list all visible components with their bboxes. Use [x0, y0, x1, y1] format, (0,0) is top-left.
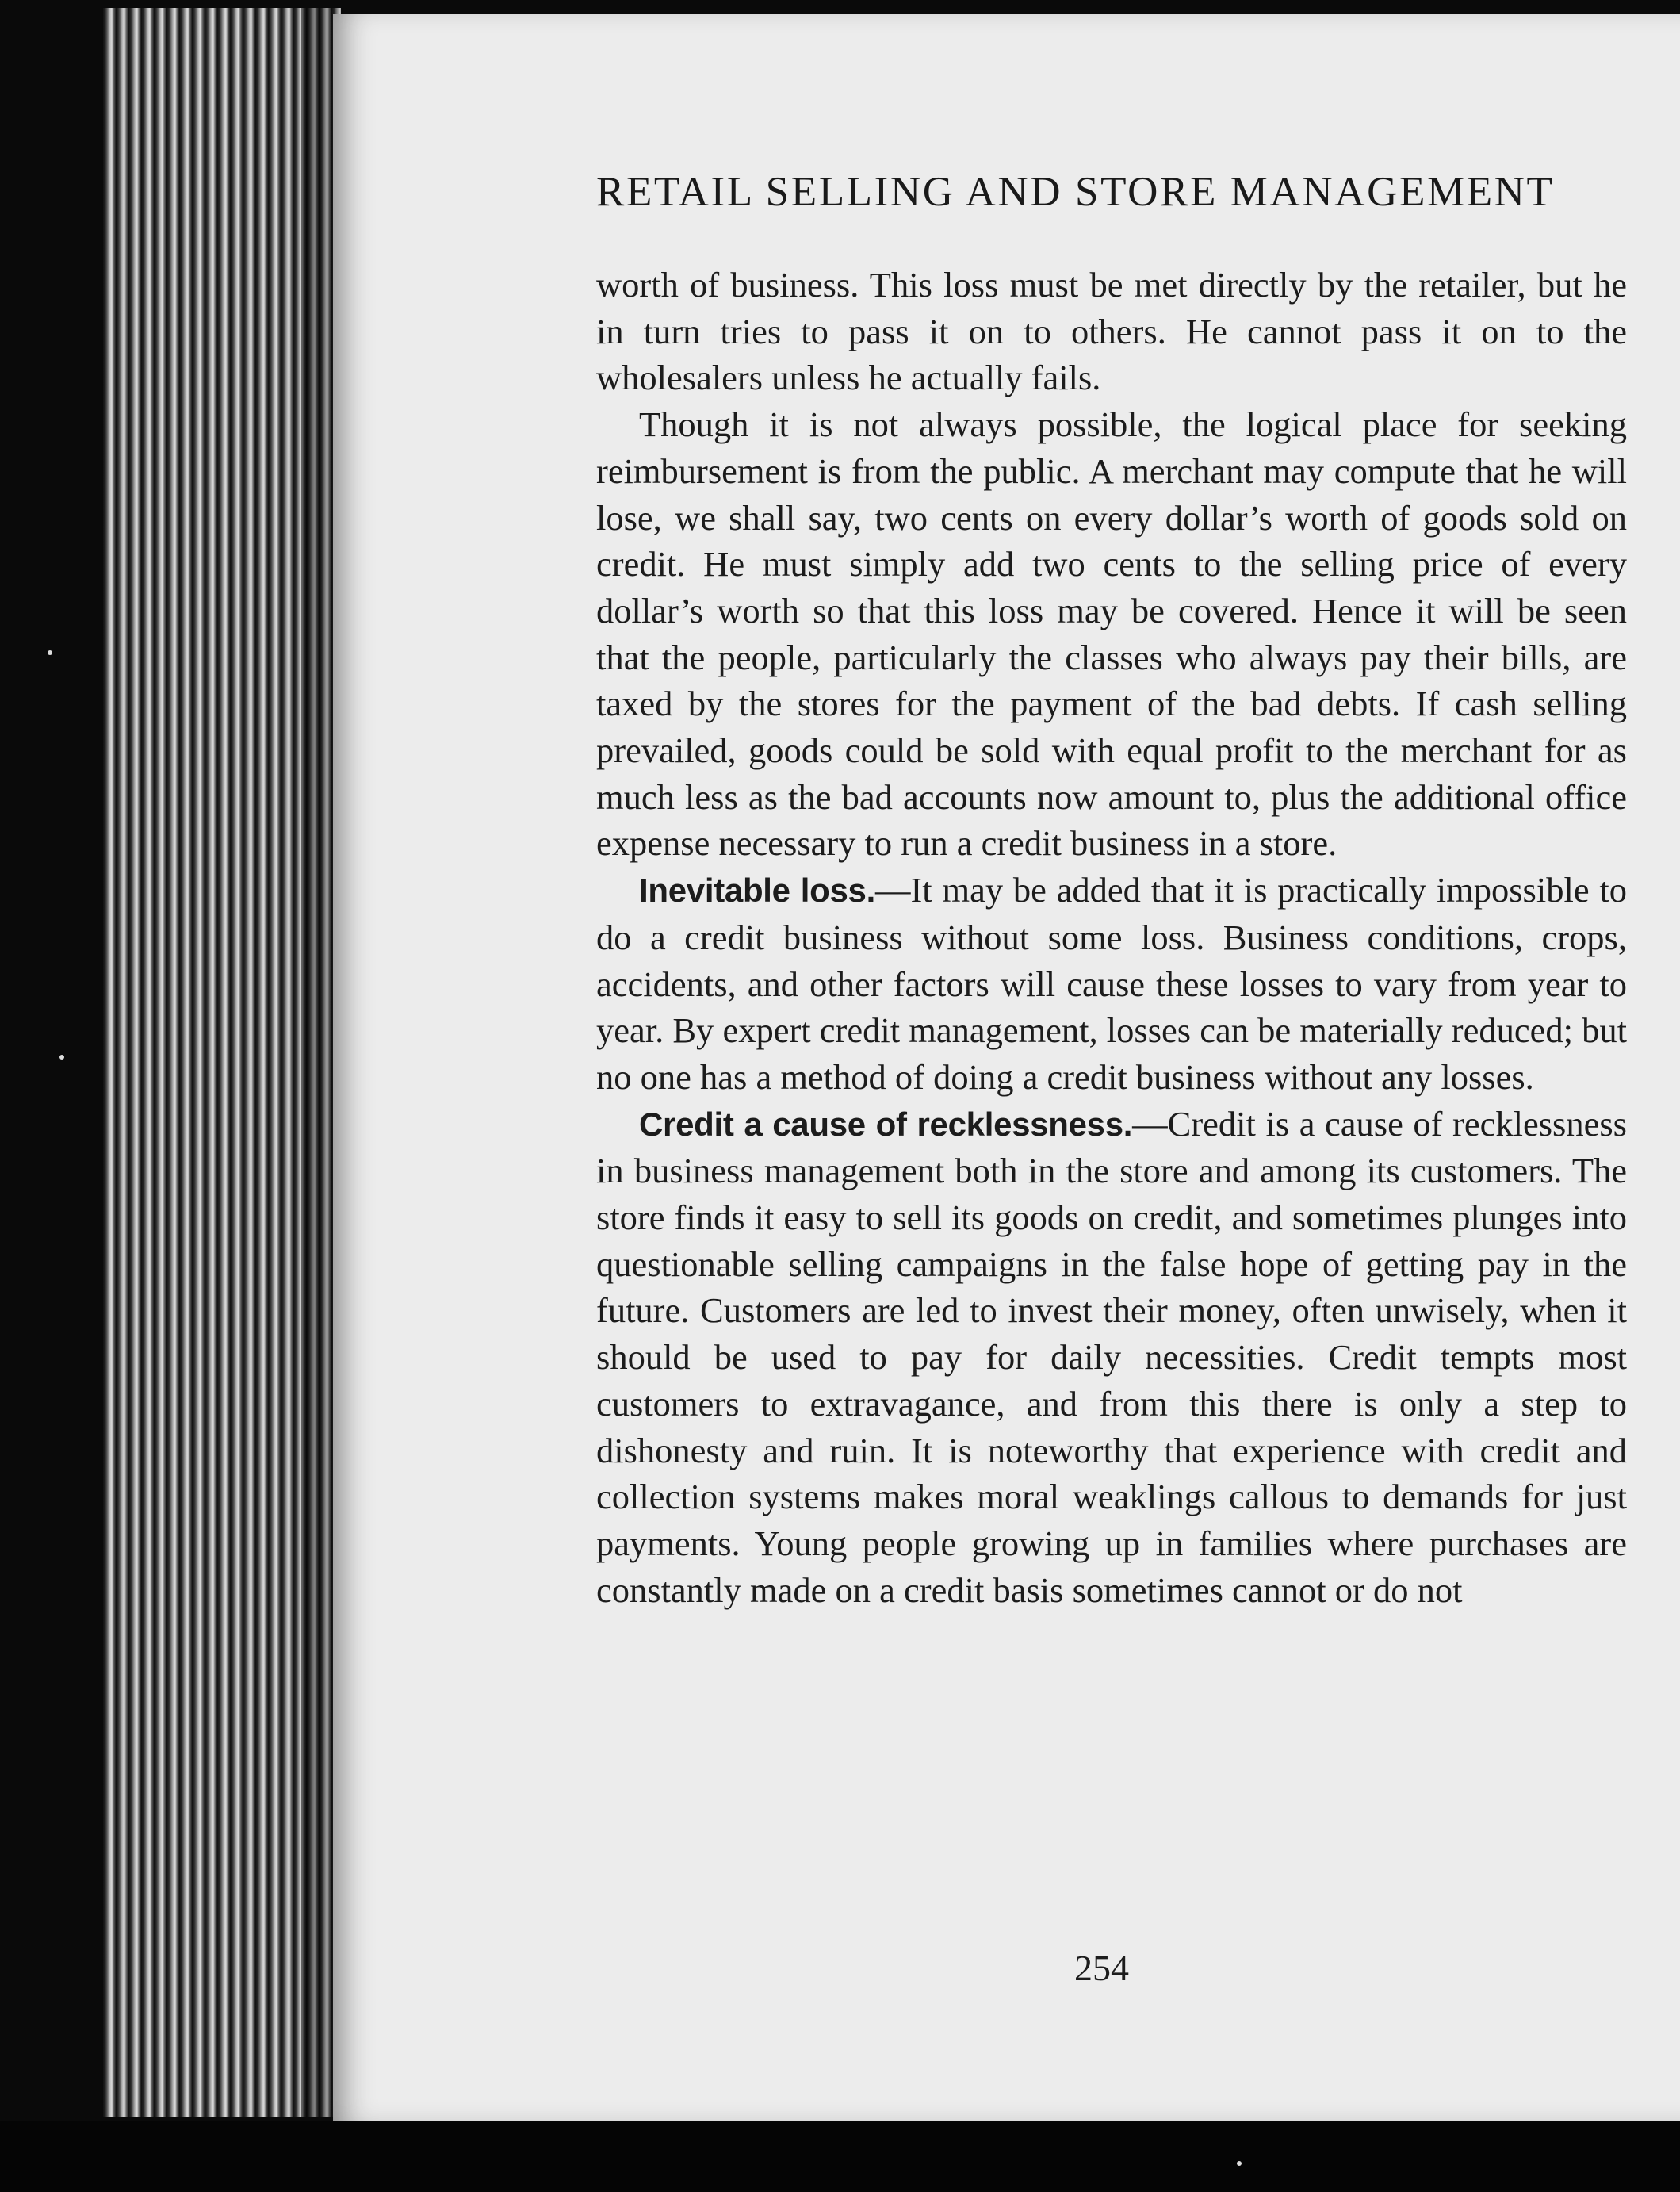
scan-speck — [48, 650, 52, 655]
page-number: 254 — [1074, 1948, 1129, 1988]
running-head: RETAIL SELLING AND STORE MANAGEMENT — [596, 169, 1555, 215]
run-in-heading: Inevitable loss. — [639, 872, 875, 910]
paragraph-text: —Credit is a cause of recklessness in business management both in the store and among its customers. The store finds it easy to sell its goods on credit, and sometimes plunges into questionable selling campaigns in the false hope of getting pay in the future. Customers are led to invest their money, often unwisely, when it should be used to pay for daily necessities. Credit tempts most customers to extravagance, and from this there is only a step to dishonesty and ruin. It is noteworthy that experience with credit and collection systems makes moral weaklings callous to demands for just payments. Young people growing up in families where purchases are constantly made on a credit basis sometimes cannot or do not — [596, 1103, 1628, 1610]
paragraph-recklessness — [596, 1101, 1627, 1614]
paragraph-reimbursement — [596, 401, 1627, 867]
scan-border-bottom — [0, 2121, 1680, 2192]
paragraph-text: —It may be added that it is practically impossible to do a credit business without some loss. Business conditions, crops, accidents, and other factors will cause these losses to vary from year to year. By expert credit management, losses can be materially reduced; but no one has a method of doing a credit business without any losses. — [596, 870, 1627, 1097]
paragraph-text: worth of business. This loss must be met directly by the retailer, but he in turn tries to pass it on to others. He cannot pass it on to the wholesalers unless he actually fails. — [596, 265, 1627, 398]
scan-speck — [1237, 2161, 1242, 2166]
paragraph-inevitable-loss — [596, 867, 1627, 1101]
scan-speck — [59, 1055, 64, 1060]
run-in-heading: Credit a cause of recklessness. — [639, 1105, 1133, 1143]
paragraph-continued — [596, 262, 1627, 401]
body-text — [596, 262, 1627, 1613]
paragraph-text: Though it is not always possible, the logical place for seeking reimbursement is from the public. A merchant may compute that he will lose, we shall say, two cents on every dollar’s worth of goods sold on credit. He must simply add two cents to the selling price of every dollar’s worth so that this loss may be covered. Hence it will be seen that the people, particularly the classes who always pay their bills, are taxed by the stores for the payment of the bad debts. If cash selling prevailed, goods could be sold with equal profit to the merchant for as much less as the bad accounts now amount to, plus the additional office expense necessary to run a credit business in a store. — [596, 404, 1627, 864]
